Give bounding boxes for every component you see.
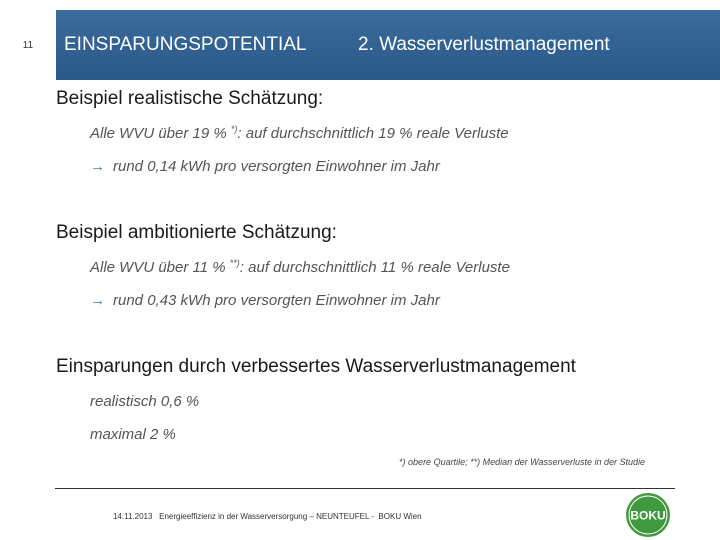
section2-line2-text: rund 0,43 kWh pro versorgten Einwohner im Jahr (113, 292, 440, 309)
section1-footnote-mark: *) (230, 124, 238, 134)
logo-text: BOKU (630, 508, 666, 523)
section3-title: Einsparungen durch verbessertes Wasserverlustmanagement (56, 356, 576, 377)
footer-text: 14.11.2013 Energieeffizienz in der Wasserversorgung – NEUNTEUFEL - BOKU Wien (113, 512, 422, 521)
header-left-title: EINSPARUNGSPOTENTIAL (64, 34, 307, 55)
section1-line1 (90, 124, 509, 142)
section2-line1-pre: Alle WVU über 11 % (90, 259, 230, 276)
section1-title: Beispiel realistische Schätzung: (56, 88, 324, 109)
slide-number-text: 11 (22, 39, 34, 51)
section1-line1-post: : auf durchschnittlich 19 % reale Verluste (237, 125, 509, 142)
section2-line2 (90, 292, 440, 309)
header-right-title: 2. Wasserverlustmanagement (358, 34, 610, 55)
arrow-right-icon: → (90, 292, 105, 309)
section3-line1: realistisch 0,6 % (90, 393, 200, 410)
footnote: *) obere Quartile; **) Median der Wasserverluste in der Studie (399, 457, 645, 467)
section1-line1-pre: Alle WVU über 19 % (90, 125, 231, 142)
slide-number (0, 10, 56, 80)
boku-logo-icon (624, 491, 672, 539)
header-bar (56, 10, 720, 80)
section2-line1 (90, 258, 510, 276)
section1-line2 (90, 158, 440, 175)
section2-footnote-mark: **) (229, 258, 240, 268)
footer-divider (55, 488, 675, 489)
section2-title: Beispiel ambitionierte Schätzung: (56, 222, 337, 243)
section1-line2-text: rund 0,14 kWh pro versorgten Einwohner im Jahr (113, 158, 440, 175)
arrow-right-icon: → (90, 158, 105, 175)
section3-line2: maximal 2 % (90, 426, 176, 443)
section2-line1-post: : auf durchschnittlich 11 % reale Verluste (239, 259, 510, 276)
